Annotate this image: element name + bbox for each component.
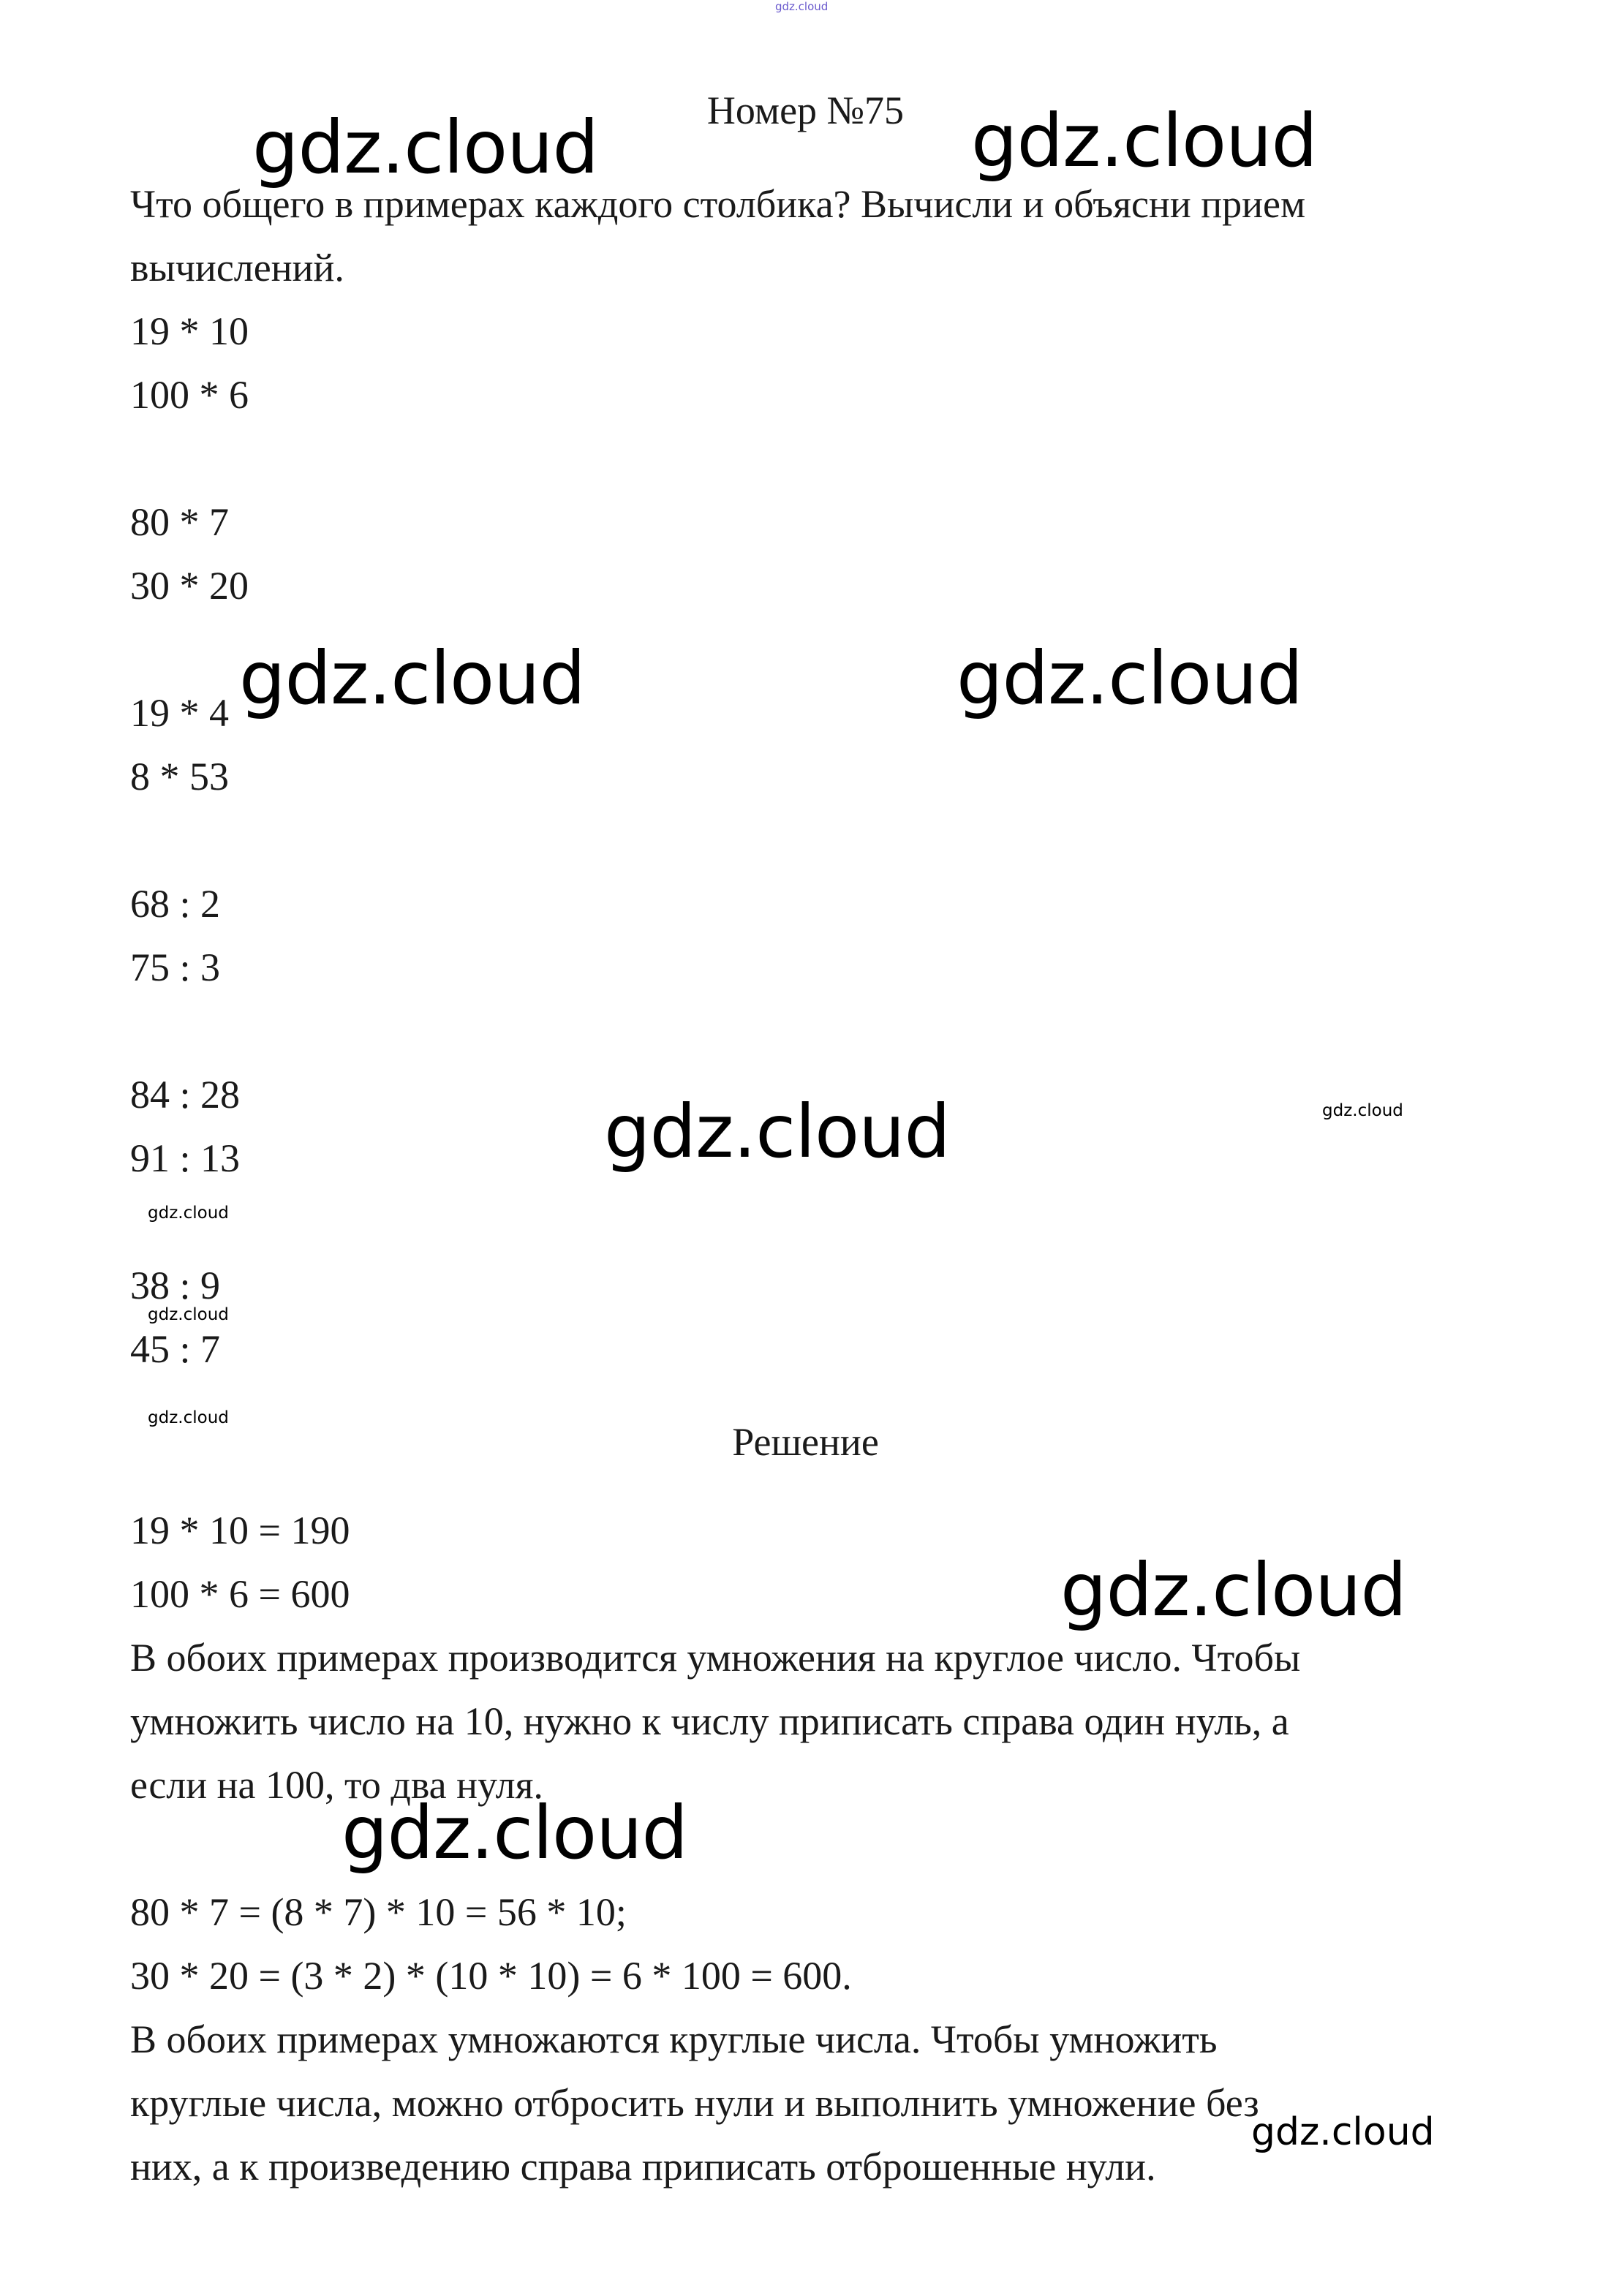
watermark: gdz.cloud bbox=[148, 1204, 229, 1223]
task-text-line: вычислений. bbox=[130, 246, 344, 290]
solution-line: 30 * 20 = (3 * 2) * (10 * 10) = 6 * 100 = 600. bbox=[130, 1954, 852, 1998]
solution-line: 100 * 6 = 600 bbox=[130, 1572, 350, 1616]
example-item: 19 * 4 bbox=[130, 691, 229, 735]
watermark: gdz.cloud bbox=[1060, 1547, 1407, 1633]
watermark: gdz.cloud bbox=[148, 1408, 229, 1427]
example-item: 45 : 7 bbox=[130, 1327, 221, 1371]
watermark: gdz.cloud bbox=[1322, 1101, 1403, 1120]
solution-line: умножить число на 10, нужно к числу приписать справа один нуль, а bbox=[130, 1699, 1289, 1743]
watermark: gdz.cloud bbox=[957, 635, 1303, 721]
example-item: 19 * 10 bbox=[130, 309, 249, 353]
solution-line: них, а к произведению справа приписать отброшенные нули. bbox=[130, 2145, 1156, 2189]
solution-heading: Решение bbox=[732, 1420, 879, 1464]
example-item: 100 * 6 bbox=[130, 373, 249, 417]
example-item: 8 * 53 bbox=[130, 755, 229, 798]
example-item: 68 : 2 bbox=[130, 882, 221, 926]
solution-line: 19 * 10 = 190 bbox=[130, 1508, 350, 1552]
example-item: 91 : 13 bbox=[130, 1136, 241, 1180]
example-item: 80 * 7 bbox=[130, 500, 229, 544]
solution-line: круглые числа, можно отбросить нули и выполнить умножение без bbox=[130, 2081, 1259, 2125]
page-title: Номер №75 bbox=[706, 88, 905, 132]
solution-line: если на 100, то два нуля. bbox=[130, 1763, 543, 1807]
watermark: gdz.cloud bbox=[971, 98, 1318, 184]
example-item: 38 : 9 bbox=[130, 1264, 221, 1307]
watermark: gdz.cloud bbox=[148, 1305, 229, 1324]
task-text-line: Что общего в примерах каждого столбика? Вычисли и объясни прием bbox=[130, 182, 1306, 226]
watermark: gdz.cloud bbox=[1251, 2110, 1435, 2154]
watermark: gdz.cloud bbox=[342, 1790, 688, 1876]
watermark: gdz.cloud bbox=[775, 0, 829, 13]
solution-line: В обоих примерах умножаются круглые числа. Чтобы умножить bbox=[130, 2017, 1218, 2061]
example-item: 84 : 28 bbox=[130, 1073, 241, 1117]
solution-line: В обоих примерах производится умножения на круглое число. Чтобы bbox=[130, 1636, 1301, 1680]
watermark: gdz.cloud bbox=[239, 635, 586, 721]
watermark: gdz.cloud bbox=[604, 1089, 951, 1174]
solution-line: 80 * 7 = (8 * 7) * 10 = 56 * 10; bbox=[130, 1890, 627, 1934]
watermark: gdz.cloud bbox=[252, 105, 599, 190]
example-item: 30 * 20 bbox=[130, 564, 249, 608]
example-item: 75 : 3 bbox=[130, 945, 221, 989]
